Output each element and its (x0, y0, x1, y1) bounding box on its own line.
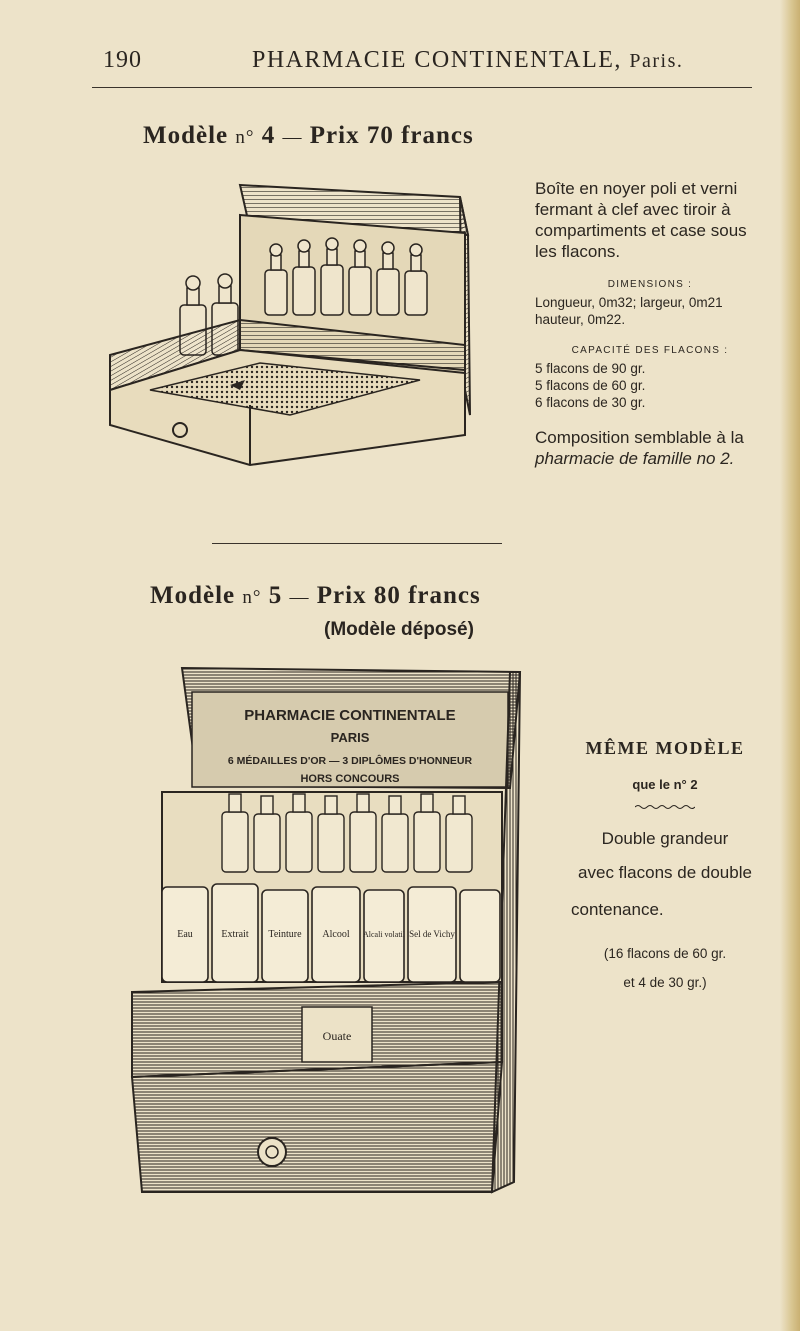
double-size-text: Double grandeur (601, 829, 729, 848)
capacity-line: 5 flacons de 60 gr. (535, 378, 646, 393)
wavy-divider (635, 804, 695, 810)
running-head-title: PHARMACIE CONTINENTALE, (252, 47, 622, 73)
currency: francs (401, 122, 474, 149)
quantity-line-1: (16 flacons de 60 gr. (603, 946, 727, 961)
model-4-box-illustration (90, 175, 540, 470)
price-value: 80 (373, 582, 401, 609)
model-number-sign: n° (235, 127, 255, 148)
box-label-ouate: Ouate (322, 1029, 352, 1043)
bottle-label: Teinture (268, 929, 302, 940)
capacity-line: 6 flacons de 30 gr. (535, 395, 646, 410)
model-5-description (565, 700, 765, 990)
sign-line-2: PARIS (330, 730, 370, 745)
dimensions-label: DIMENSIONS : (607, 279, 693, 290)
section-rule (212, 543, 502, 544)
price-word: Prix (316, 582, 367, 609)
contenance-text: contenance. (571, 900, 664, 919)
page-edge (780, 0, 800, 1331)
composition-text: Composition semblable à la pharmacie de famille no 2. (535, 428, 744, 468)
quantity-line-2: et 4 de 30 gr.) (623, 975, 707, 990)
double-flacons-text: avec flacons de double (578, 863, 752, 882)
model-number-sign: n° (242, 587, 262, 608)
page-number: 190 (103, 47, 142, 73)
sign-line-4: HORS CONCOURS (300, 773, 400, 785)
model-5-heading (150, 582, 481, 610)
capacity-line: 5 flacons de 90 gr. (535, 361, 646, 376)
model-number: 5 (268, 582, 283, 609)
header-rule (92, 87, 752, 88)
running-head (252, 47, 683, 74)
bottle-label: Alcool (322, 929, 350, 940)
same-model-heading: MÊME MODÈLE (585, 738, 745, 758)
currency: francs (408, 582, 481, 609)
model-word: Modèle (143, 122, 229, 149)
model-5-subtitle: (Modèle déposé) (324, 619, 474, 640)
heading-dash: — (282, 127, 303, 148)
price-value: 70 (366, 122, 394, 149)
box-description: Boîte en noyer poli et verni fermant à clef avec tiroir à compartiments et case sous les flacons. (535, 179, 747, 261)
model-word: Modèle (150, 582, 236, 609)
price-word: Prix (309, 122, 360, 149)
model-5-case-illustration (122, 662, 524, 1197)
same-model-ref: que le n° 2 (632, 777, 698, 792)
dimensions-text: Longueur, 0m32; largeur, 0m21 hauteur, 0m22. (535, 295, 723, 327)
model-4-description (535, 178, 765, 469)
bottle-label: Alcali volatil (363, 930, 405, 939)
bottle-label: Extrait (221, 929, 249, 940)
bottle-label: Eau (177, 929, 193, 940)
capacity-label: CAPACITÉ DES FLACONS : (571, 345, 729, 356)
model-4-heading (143, 122, 474, 150)
bottle-label: Sel de Vichy (409, 929, 455, 939)
sign-line-3: 6 MÉDAILLES D'OR — 3 DIPLÔMES D'HONNEUR (227, 755, 473, 767)
heading-dash: — (289, 587, 310, 608)
model-number: 4 (261, 122, 276, 149)
sign-line-1: PHARMACIE CONTINENTALE (244, 707, 456, 724)
running-head-city: Paris. (629, 50, 684, 72)
